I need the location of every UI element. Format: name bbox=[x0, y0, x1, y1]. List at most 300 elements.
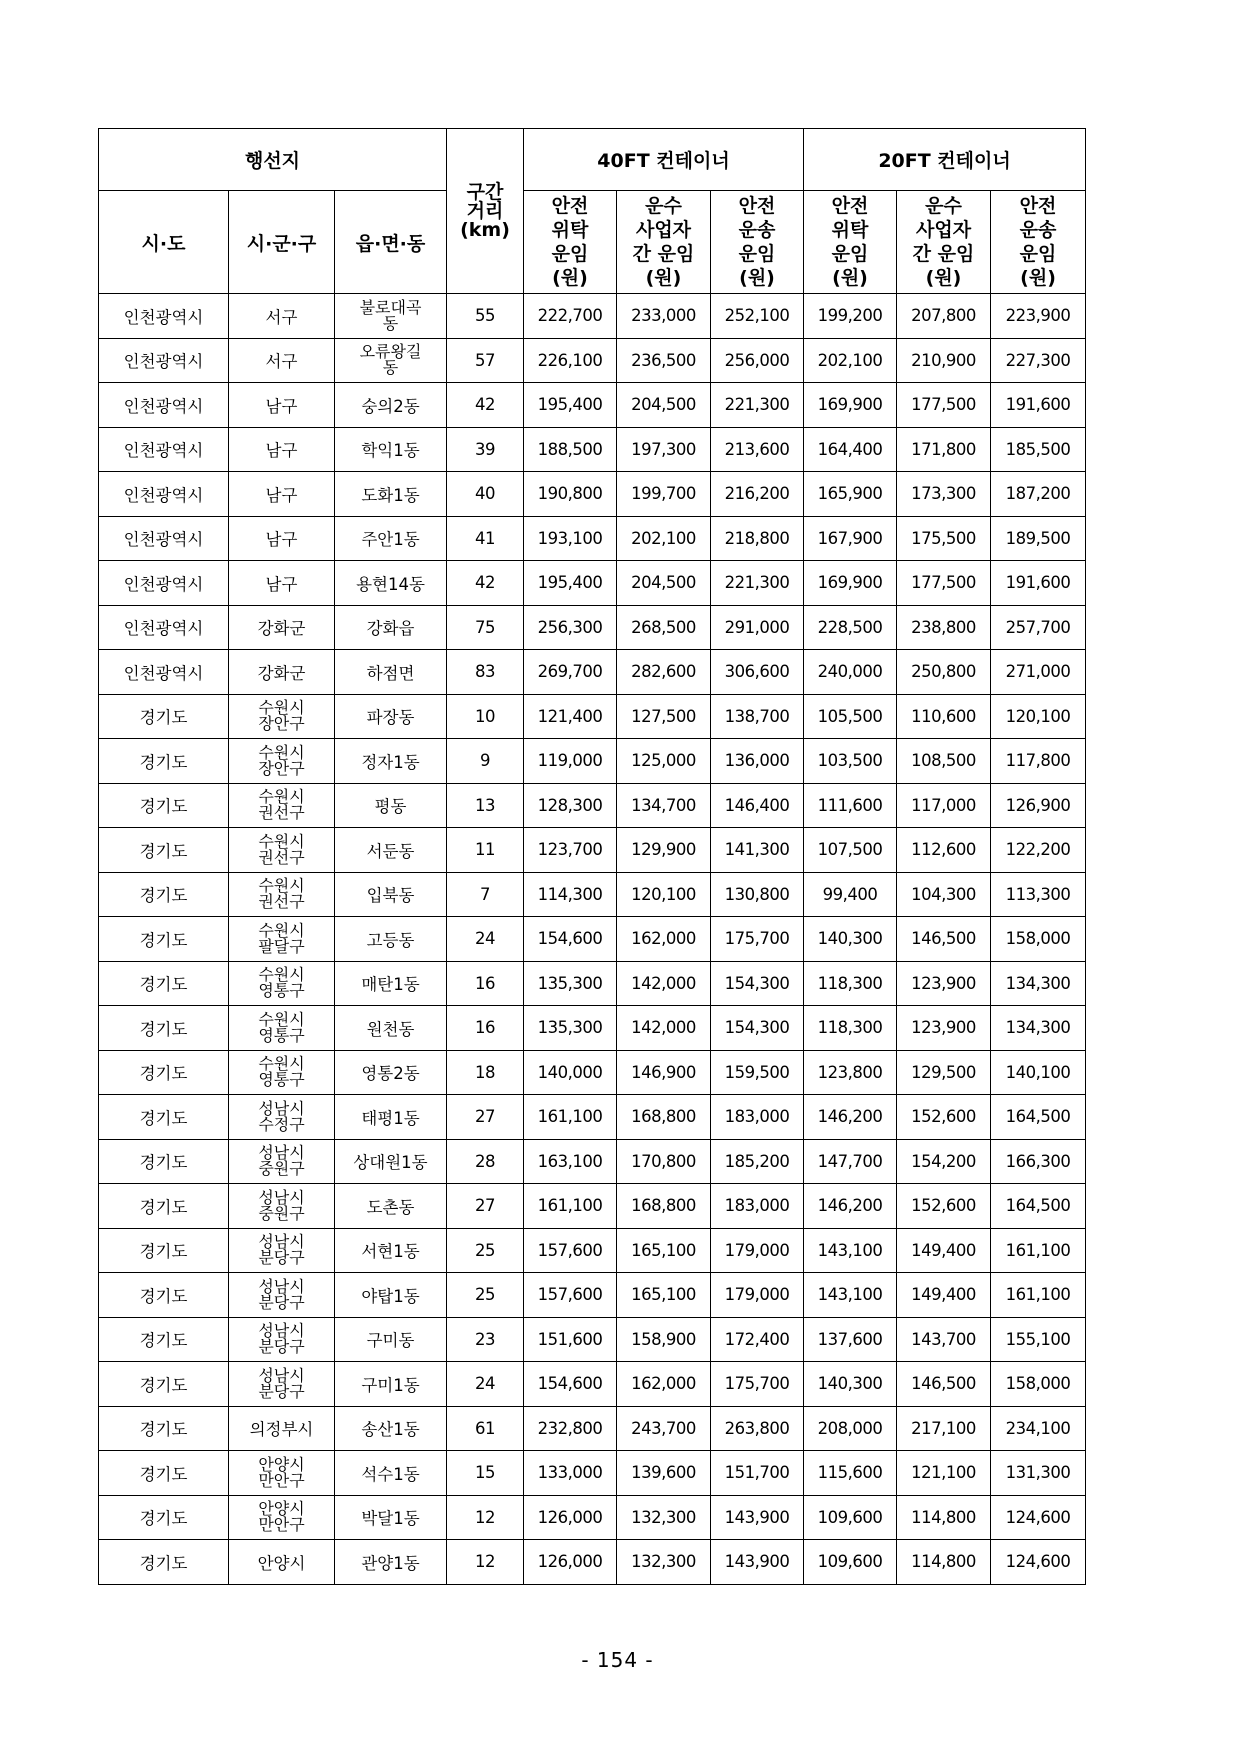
rate-40ft-cell: 216,200 bbox=[711, 472, 804, 517]
rate-40ft-cell: 154,600 bbox=[524, 1362, 617, 1407]
rate-20ft-cell: 154,200 bbox=[897, 1139, 991, 1184]
rate-40ft-cell: 157,600 bbox=[524, 1228, 617, 1273]
rate-20ft-cell: 207,800 bbox=[897, 294, 991, 339]
rate-40ft-cell: 222,700 bbox=[524, 294, 617, 339]
dong-cell: 강화읍 bbox=[335, 605, 447, 650]
table-row bbox=[99, 1006, 1086, 1051]
rate-20ft-cell: 103,500 bbox=[804, 739, 897, 784]
dong-cell: 매탄1동 bbox=[335, 961, 447, 1006]
dong-cell: 원천동 bbox=[335, 1006, 447, 1051]
sigungu-cell-line: 수원시 bbox=[258, 920, 305, 940]
table-row bbox=[99, 383, 1086, 428]
rate-40ft-cell: 291,000 bbox=[711, 605, 804, 650]
distance-cell: 12 bbox=[447, 1540, 524, 1585]
rate-20ft-cell: 155,100 bbox=[991, 1317, 1086, 1362]
destination-header: 행선지 bbox=[99, 129, 447, 191]
rate-table-container bbox=[98, 128, 1086, 1585]
sigungu-cell-line: 성남시 bbox=[258, 1321, 305, 1341]
rate-column-header-line: 운임 bbox=[551, 243, 589, 265]
sido-cell: 경기도 bbox=[99, 1184, 229, 1229]
rate-40ft-cell: 179,000 bbox=[711, 1273, 804, 1318]
rate-column-header bbox=[524, 191, 617, 294]
sigungu-cell bbox=[229, 694, 335, 739]
rate-column-header-line: (원) bbox=[645, 267, 682, 289]
dong-cell: 파장동 bbox=[335, 694, 447, 739]
sigungu-cell: 의정부시 bbox=[229, 1406, 335, 1451]
rate-column-header bbox=[804, 191, 897, 294]
rate-40ft-cell: 204,500 bbox=[617, 561, 711, 606]
rate-40ft-cell: 221,300 bbox=[711, 383, 804, 428]
rate-40ft-cell: 190,800 bbox=[524, 472, 617, 517]
rate-20ft-cell: 114,800 bbox=[897, 1540, 991, 1585]
sigungu-cell: 남구 bbox=[229, 383, 335, 428]
rate-20ft-cell: 271,000 bbox=[991, 650, 1086, 695]
sigungu-cell-line: 팔달구 bbox=[258, 936, 305, 956]
rate-40ft-cell: 161,100 bbox=[524, 1184, 617, 1229]
rate-column-header-line: 간 운임 bbox=[632, 243, 695, 265]
table-row bbox=[99, 917, 1086, 962]
rate-40ft-cell: 154,300 bbox=[711, 961, 804, 1006]
freight-rate-table bbox=[98, 128, 1086, 1585]
rate-20ft-cell: 169,900 bbox=[804, 383, 897, 428]
dong-cell: 도화1동 bbox=[335, 472, 447, 517]
dong-cell-line: 오류왕길 bbox=[359, 342, 422, 362]
group-20ft-header: 20FT 컨테이너 bbox=[804, 129, 1086, 191]
sigungu-cell-line: 수원시 bbox=[258, 1009, 305, 1029]
sigungu-cell-line: 중원구 bbox=[258, 1203, 305, 1223]
rate-40ft-cell: 306,600 bbox=[711, 650, 804, 695]
rate-column-header-line: 운송 bbox=[738, 219, 776, 241]
rate-40ft-cell: 120,100 bbox=[617, 872, 711, 917]
rate-20ft-cell: 234,100 bbox=[991, 1406, 1086, 1451]
distance-cell: 9 bbox=[447, 739, 524, 784]
rate-40ft-cell: 121,400 bbox=[524, 694, 617, 739]
table-row bbox=[99, 739, 1086, 784]
sido-cell: 경기도 bbox=[99, 917, 229, 962]
sigungu-cell: 서구 bbox=[229, 338, 335, 383]
rate-20ft-cell: 165,900 bbox=[804, 472, 897, 517]
sido-cell: 경기도 bbox=[99, 783, 229, 828]
rate-column-header bbox=[711, 191, 804, 294]
rate-40ft-cell: 146,900 bbox=[617, 1050, 711, 1095]
rate-20ft-cell: 152,600 bbox=[897, 1184, 991, 1229]
rate-40ft-cell: 236,500 bbox=[617, 338, 711, 383]
rate-column-header-line: 간 운임 bbox=[912, 243, 975, 265]
sido-cell: 인천광역시 bbox=[99, 427, 229, 472]
table-row bbox=[99, 1139, 1086, 1184]
rate-20ft-cell: 109,600 bbox=[804, 1495, 897, 1540]
table-row bbox=[99, 1095, 1086, 1140]
rate-40ft-cell: 165,100 bbox=[617, 1273, 711, 1318]
distance-cell: 15 bbox=[447, 1451, 524, 1496]
table-row bbox=[99, 1540, 1086, 1585]
rate-40ft-cell: 175,700 bbox=[711, 917, 804, 962]
distance-cell: 55 bbox=[447, 294, 524, 339]
rate-20ft-cell: 240,000 bbox=[804, 650, 897, 695]
rate-20ft-cell: 238,800 bbox=[897, 605, 991, 650]
table-row bbox=[99, 828, 1086, 873]
sido-cell: 경기도 bbox=[99, 1451, 229, 1496]
rate-40ft-cell: 269,700 bbox=[524, 650, 617, 695]
rate-20ft-cell: 114,800 bbox=[897, 1495, 991, 1540]
header-row-groups bbox=[99, 129, 1086, 191]
sigungu-cell-line: 장안구 bbox=[258, 758, 305, 778]
distance-cell: 10 bbox=[447, 694, 524, 739]
rate-40ft-cell: 268,500 bbox=[617, 605, 711, 650]
rate-40ft-cell: 142,000 bbox=[617, 961, 711, 1006]
sido-cell: 경기도 bbox=[99, 1050, 229, 1095]
rate-40ft-cell: 161,100 bbox=[524, 1095, 617, 1140]
rate-20ft-cell: 137,600 bbox=[804, 1317, 897, 1362]
rate-column-header bbox=[991, 191, 1086, 294]
sigungu-cell: 강화군 bbox=[229, 650, 335, 695]
dong-cell: 송산1동 bbox=[335, 1406, 447, 1451]
sigungu-cell bbox=[229, 872, 335, 917]
sigungu-cell bbox=[229, 1495, 335, 1540]
rate-20ft-cell: 111,600 bbox=[804, 783, 897, 828]
sigungu-cell bbox=[229, 1184, 335, 1229]
rate-40ft-cell: 185,200 bbox=[711, 1139, 804, 1184]
rate-column-header-line: 위탁 bbox=[831, 219, 869, 241]
rate-20ft-cell: 191,600 bbox=[991, 561, 1086, 606]
rate-20ft-cell: 118,300 bbox=[804, 961, 897, 1006]
sigungu-cell bbox=[229, 961, 335, 1006]
rate-40ft-cell: 232,800 bbox=[524, 1406, 617, 1451]
rate-40ft-cell: 163,100 bbox=[524, 1139, 617, 1184]
dong-cell: 숭의2동 bbox=[335, 383, 447, 428]
rate-20ft-cell: 189,500 bbox=[991, 516, 1086, 561]
rate-40ft-cell: 204,500 bbox=[617, 383, 711, 428]
rate-40ft-cell: 128,300 bbox=[524, 783, 617, 828]
rate-20ft-cell: 123,800 bbox=[804, 1050, 897, 1095]
dong-cell: 서둔동 bbox=[335, 828, 447, 873]
sigungu-cell bbox=[229, 1451, 335, 1496]
dong-cell bbox=[335, 294, 447, 339]
rate-40ft-cell: 157,600 bbox=[524, 1273, 617, 1318]
table-row bbox=[99, 561, 1086, 606]
rate-40ft-cell: 151,700 bbox=[711, 1451, 804, 1496]
sido-cell: 경기도 bbox=[99, 739, 229, 784]
rate-40ft-cell: 151,600 bbox=[524, 1317, 617, 1362]
distance-cell: 57 bbox=[447, 338, 524, 383]
rate-20ft-cell: 210,900 bbox=[897, 338, 991, 383]
rate-20ft-cell: 227,300 bbox=[991, 338, 1086, 383]
sido-cell: 경기도 bbox=[99, 872, 229, 917]
rate-20ft-cell: 105,500 bbox=[804, 694, 897, 739]
rate-column-header-line: 안전 bbox=[738, 195, 776, 217]
rate-40ft-cell: 135,300 bbox=[524, 1006, 617, 1051]
rate-column-header-line: (원) bbox=[832, 267, 868, 289]
rate-40ft-cell: 132,300 bbox=[617, 1540, 711, 1585]
rate-20ft-cell: 166,300 bbox=[991, 1139, 1086, 1184]
rate-20ft-cell: 146,500 bbox=[897, 1362, 991, 1407]
rate-40ft-cell: 159,500 bbox=[711, 1050, 804, 1095]
rate-20ft-cell: 158,000 bbox=[991, 1362, 1086, 1407]
rate-20ft-cell: 107,500 bbox=[804, 828, 897, 873]
table-row bbox=[99, 650, 1086, 695]
dong-cell: 야탑1동 bbox=[335, 1273, 447, 1318]
rate-20ft-cell: 164,500 bbox=[991, 1184, 1086, 1229]
rate-column-header-line: 사업자 bbox=[635, 219, 692, 241]
rate-column-header-line: 안전 bbox=[1019, 195, 1057, 217]
sigungu-cell bbox=[229, 1273, 335, 1318]
rate-40ft-cell: 195,400 bbox=[524, 383, 617, 428]
sigungu-cell-line: 수원시 bbox=[258, 876, 305, 896]
sigungu-cell-line: 성남시 bbox=[258, 1143, 305, 1163]
rate-40ft-cell: 162,000 bbox=[617, 1362, 711, 1407]
sigungu-cell bbox=[229, 1095, 335, 1140]
distance-cell: 61 bbox=[447, 1406, 524, 1451]
rate-40ft-cell: 221,300 bbox=[711, 561, 804, 606]
table-row bbox=[99, 294, 1086, 339]
rate-column-header bbox=[897, 191, 991, 294]
sigungu-cell-line: 안양시 bbox=[258, 1454, 305, 1474]
header-row-columns bbox=[99, 191, 1086, 294]
sigungu-cell-line: 성남시 bbox=[258, 1098, 305, 1118]
rate-20ft-cell: 121,100 bbox=[897, 1451, 991, 1496]
rate-40ft-cell: 146,400 bbox=[711, 783, 804, 828]
sigungu-cell: 남구 bbox=[229, 427, 335, 472]
rate-40ft-cell: 136,000 bbox=[711, 739, 804, 784]
sigungu-cell-line: 수원시 bbox=[258, 787, 305, 807]
sido-cell: 경기도 bbox=[99, 1006, 229, 1051]
rate-20ft-cell: 177,500 bbox=[897, 561, 991, 606]
sigungu-cell-line: 권선구 bbox=[258, 847, 305, 867]
rate-40ft-cell: 256,300 bbox=[524, 605, 617, 650]
sigungu-cell-line: 성남시 bbox=[258, 1365, 305, 1385]
rate-20ft-cell: 117,800 bbox=[991, 739, 1086, 784]
distance-cell: 12 bbox=[447, 1495, 524, 1540]
rate-40ft-cell: 197,300 bbox=[617, 427, 711, 472]
rate-40ft-cell: 141,300 bbox=[711, 828, 804, 873]
rate-20ft-cell: 185,500 bbox=[991, 427, 1086, 472]
table-row bbox=[99, 1050, 1086, 1095]
distance-cell: 42 bbox=[447, 561, 524, 606]
rate-20ft-cell: 173,300 bbox=[897, 472, 991, 517]
rate-column-header-line: 운임 bbox=[831, 243, 869, 265]
rate-40ft-cell: 139,600 bbox=[617, 1451, 711, 1496]
dong-cell: 영통2동 bbox=[335, 1050, 447, 1095]
sigungu-cell-line: 권선구 bbox=[258, 803, 305, 823]
rate-40ft-cell: 172,400 bbox=[711, 1317, 804, 1362]
sigungu-cell: 강화군 bbox=[229, 605, 335, 650]
distance-cell: 83 bbox=[447, 650, 524, 695]
rate-40ft-cell: 126,000 bbox=[524, 1495, 617, 1540]
sigungu-cell bbox=[229, 1139, 335, 1184]
rate-40ft-cell: 252,100 bbox=[711, 294, 804, 339]
rate-40ft-cell: 218,800 bbox=[711, 516, 804, 561]
sido-header: 시·도 bbox=[99, 191, 229, 294]
rate-20ft-cell: 146,200 bbox=[804, 1184, 897, 1229]
table-row bbox=[99, 1228, 1086, 1273]
distance-cell: 24 bbox=[447, 917, 524, 962]
distance-cell: 25 bbox=[447, 1228, 524, 1273]
dong-cell: 구미1동 bbox=[335, 1362, 447, 1407]
rate-20ft-cell: 126,900 bbox=[991, 783, 1086, 828]
sigungu-cell-line: 권선구 bbox=[258, 892, 305, 912]
rate-20ft-cell: 109,600 bbox=[804, 1540, 897, 1585]
rate-20ft-cell: 152,600 bbox=[897, 1095, 991, 1140]
rate-column-header-line: (원) bbox=[925, 267, 962, 289]
rate-40ft-cell: 263,800 bbox=[711, 1406, 804, 1451]
distance-cell: 18 bbox=[447, 1050, 524, 1095]
table-row bbox=[99, 472, 1086, 517]
table-row bbox=[99, 872, 1086, 917]
distance-header-line: (km) bbox=[460, 218, 510, 241]
rate-20ft-cell: 158,000 bbox=[991, 917, 1086, 962]
sigungu-cell: 남구 bbox=[229, 472, 335, 517]
sigungu-cell bbox=[229, 828, 335, 873]
dong-cell bbox=[335, 338, 447, 383]
sigungu-cell-line: 수원시 bbox=[258, 831, 305, 851]
rate-40ft-cell: 162,000 bbox=[617, 917, 711, 962]
rate-column-header-line: 운수 bbox=[925, 195, 962, 217]
distance-cell: 11 bbox=[447, 828, 524, 873]
rate-40ft-cell: 143,900 bbox=[711, 1540, 804, 1585]
rate-20ft-cell: 191,600 bbox=[991, 383, 1086, 428]
rate-40ft-cell: 188,500 bbox=[524, 427, 617, 472]
rate-40ft-cell: 202,100 bbox=[617, 516, 711, 561]
sido-cell: 경기도 bbox=[99, 961, 229, 1006]
rate-40ft-cell: 125,000 bbox=[617, 739, 711, 784]
sigungu-cell-line: 수원시 bbox=[258, 1054, 305, 1074]
rate-20ft-cell: 123,900 bbox=[897, 1006, 991, 1051]
sigungu-cell-line: 수원시 bbox=[258, 698, 305, 718]
rate-20ft-cell: 134,300 bbox=[991, 961, 1086, 1006]
rate-column-header-line: 운송 bbox=[1019, 219, 1057, 241]
rate-column-header-line: 운수 bbox=[645, 195, 682, 217]
rate-20ft-cell: 223,900 bbox=[991, 294, 1086, 339]
rate-40ft-cell: 134,700 bbox=[617, 783, 711, 828]
rate-20ft-cell: 161,100 bbox=[991, 1228, 1086, 1273]
dong-cell: 구미동 bbox=[335, 1317, 447, 1362]
table-row bbox=[99, 694, 1086, 739]
rate-column-header-line: 사업자 bbox=[915, 219, 972, 241]
rate-20ft-cell: 117,000 bbox=[897, 783, 991, 828]
dong-cell-line: 불로대곡 bbox=[359, 297, 422, 317]
rate-40ft-cell: 193,100 bbox=[524, 516, 617, 561]
rate-column-header-line: 운임 bbox=[1019, 243, 1057, 265]
sido-cell: 경기도 bbox=[99, 1228, 229, 1273]
sigungu-cell-line: 성남시 bbox=[258, 1187, 305, 1207]
distance-cell: 23 bbox=[447, 1317, 524, 1362]
dong-cell-line: 동 bbox=[382, 313, 399, 333]
dong-cell: 고등동 bbox=[335, 917, 447, 962]
distance-header bbox=[447, 129, 524, 294]
rate-20ft-cell: 171,800 bbox=[897, 427, 991, 472]
table-row bbox=[99, 427, 1086, 472]
rate-40ft-cell: 233,000 bbox=[617, 294, 711, 339]
rate-20ft-cell: 217,100 bbox=[897, 1406, 991, 1451]
sigungu-cell: 서구 bbox=[229, 294, 335, 339]
rate-40ft-cell: 199,700 bbox=[617, 472, 711, 517]
sido-cell: 인천광역시 bbox=[99, 472, 229, 517]
rate-column-header-line: (원) bbox=[1020, 267, 1056, 289]
rate-20ft-cell: 149,400 bbox=[897, 1273, 991, 1318]
sigungu-cell-line: 수정구 bbox=[258, 1114, 305, 1134]
rate-40ft-cell: 132,300 bbox=[617, 1495, 711, 1540]
rate-20ft-cell: 202,100 bbox=[804, 338, 897, 383]
rate-40ft-cell: 226,100 bbox=[524, 338, 617, 383]
table-row bbox=[99, 1451, 1086, 1496]
rate-20ft-cell: 110,600 bbox=[897, 694, 991, 739]
rate-40ft-cell: 282,600 bbox=[617, 650, 711, 695]
dong-cell: 정자1동 bbox=[335, 739, 447, 784]
table-row bbox=[99, 1317, 1086, 1362]
distance-cell: 42 bbox=[447, 383, 524, 428]
rate-40ft-cell: 129,900 bbox=[617, 828, 711, 873]
distance-cell: 27 bbox=[447, 1184, 524, 1229]
sido-cell: 경기도 bbox=[99, 828, 229, 873]
sigungu-cell-line: 분당구 bbox=[258, 1292, 305, 1312]
sigungu-cell-line: 영통구 bbox=[258, 1070, 305, 1090]
rate-20ft-cell: 124,600 bbox=[991, 1540, 1086, 1585]
rate-column-header-line: 위탁 bbox=[551, 219, 589, 241]
sigungu-cell-line: 영통구 bbox=[258, 981, 305, 1001]
sigungu-cell bbox=[229, 1050, 335, 1095]
sigungu-cell-line: 수원시 bbox=[258, 965, 305, 985]
rate-20ft-cell: 228,500 bbox=[804, 605, 897, 650]
rate-20ft-cell: 115,600 bbox=[804, 1451, 897, 1496]
rate-40ft-cell: 179,000 bbox=[711, 1228, 804, 1273]
sigungu-cell: 남구 bbox=[229, 516, 335, 561]
rate-40ft-cell: 170,800 bbox=[617, 1139, 711, 1184]
rate-40ft-cell: 127,500 bbox=[617, 694, 711, 739]
sigungu-cell bbox=[229, 739, 335, 784]
sigungu-cell-line: 수원시 bbox=[258, 742, 305, 762]
dong-cell: 서현1동 bbox=[335, 1228, 447, 1273]
sigungu-cell-line: 만안구 bbox=[258, 1515, 305, 1535]
sido-cell: 인천광역시 bbox=[99, 338, 229, 383]
distance-cell: 28 bbox=[447, 1139, 524, 1184]
rate-20ft-cell: 134,300 bbox=[991, 1006, 1086, 1051]
sido-cell: 경기도 bbox=[99, 1273, 229, 1318]
sigungu-cell bbox=[229, 1006, 335, 1051]
dong-cell: 평동 bbox=[335, 783, 447, 828]
sido-cell: 경기도 bbox=[99, 1406, 229, 1451]
dong-cell: 태평1동 bbox=[335, 1095, 447, 1140]
rate-40ft-cell: 126,000 bbox=[524, 1540, 617, 1585]
rate-40ft-cell: 154,300 bbox=[711, 1006, 804, 1051]
distance-cell: 40 bbox=[447, 472, 524, 517]
dong-cell: 상대원1동 bbox=[335, 1139, 447, 1184]
sigungu-cell-line: 만안구 bbox=[258, 1470, 305, 1490]
rate-40ft-cell: 138,700 bbox=[711, 694, 804, 739]
table-row bbox=[99, 1406, 1086, 1451]
rate-20ft-cell: 120,100 bbox=[991, 694, 1086, 739]
rate-20ft-cell: 131,300 bbox=[991, 1451, 1086, 1496]
rate-20ft-cell: 104,300 bbox=[897, 872, 991, 917]
sido-cell: 경기도 bbox=[99, 1540, 229, 1585]
group-40ft-header: 40FT 컨테이너 bbox=[524, 129, 804, 191]
rate-20ft-cell: 250,800 bbox=[897, 650, 991, 695]
rate-40ft-cell: 119,000 bbox=[524, 739, 617, 784]
dong-cell: 주안1동 bbox=[335, 516, 447, 561]
sido-cell: 경기도 bbox=[99, 1095, 229, 1140]
rate-40ft-cell: 165,100 bbox=[617, 1228, 711, 1273]
table-row bbox=[99, 961, 1086, 1006]
dong-cell: 관양1동 bbox=[335, 1540, 447, 1585]
rate-20ft-cell: 147,700 bbox=[804, 1139, 897, 1184]
rate-20ft-cell: 149,400 bbox=[897, 1228, 991, 1273]
sido-cell: 경기도 bbox=[99, 694, 229, 739]
rate-20ft-cell: 123,900 bbox=[897, 961, 991, 1006]
rate-20ft-cell: 113,300 bbox=[991, 872, 1086, 917]
table-row bbox=[99, 1495, 1086, 1540]
dong-cell: 용현14동 bbox=[335, 561, 447, 606]
dong-cell: 석수1동 bbox=[335, 1451, 447, 1496]
sido-cell: 경기도 bbox=[99, 1139, 229, 1184]
